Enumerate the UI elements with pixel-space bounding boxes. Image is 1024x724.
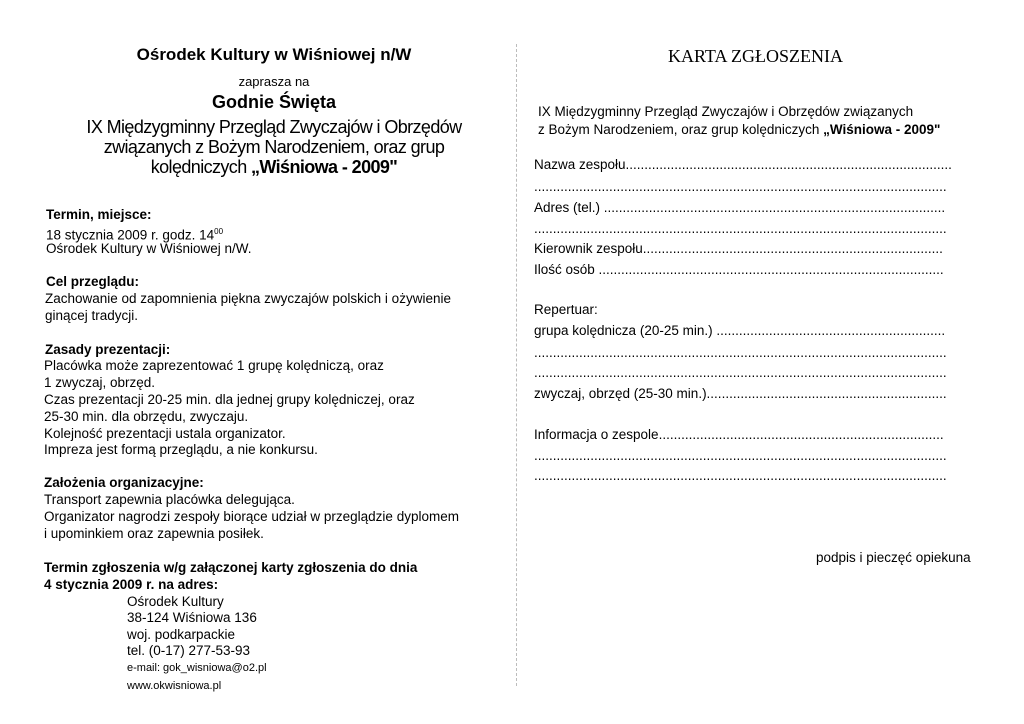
rules-line: Placówka może zaprezentować 1 grupę kolędniczą, oraz xyxy=(44,358,384,373)
email-line: e-mail: gok_wisniowa@o2.pl xyxy=(127,662,267,674)
goal-line: ginącej tradycji. xyxy=(45,308,139,323)
goal-heading: Cel przeglądu: xyxy=(46,274,140,289)
field-manager: Kierownik zespołu................................................................................ xyxy=(534,241,943,256)
rules-heading: Zasady prezentacji: xyxy=(45,342,171,357)
term-place: Ośrodek Kultury w Wiśniowej n/W. xyxy=(46,241,252,256)
address-line: woj. podkarpackie xyxy=(127,627,236,642)
field-team-name-cont: .............................................................................................................. xyxy=(534,179,947,194)
org-line: Organizator nagrodzi zespoły biorące udział w przeglądzie dyplomem xyxy=(44,509,459,524)
event-subtitle xyxy=(30,117,518,177)
repertoire-label: Repertuar: xyxy=(534,302,598,317)
goal-line: Zachowanie od zapomnienia piękna zwyczajów polskich i ożywienie xyxy=(45,291,451,306)
field-carol-group-cont: .............................................................................................................. xyxy=(534,345,947,360)
field-carol-group: grupa kolędnicza (20-25 min.) ............................................................. xyxy=(534,323,946,338)
invite-text: zaprasza na xyxy=(238,74,310,89)
field-address: Adres (tel.) ........................................................................................... xyxy=(534,200,946,215)
subtitle-line: związanych z Bożym Narodzeniem, oraz grup xyxy=(103,137,445,157)
address-line: 38-124 Wiśniowa 136 xyxy=(127,610,257,625)
field-headcount: Ilość osób ............................................................................................ xyxy=(534,262,944,277)
field-team-info-cont: .............................................................................................................. xyxy=(534,448,947,463)
field-team-name: Nazwa zespołu....................................................................................... xyxy=(534,157,952,172)
signature-label: podpis i pieczęć opiekuna xyxy=(816,550,971,565)
card-subtitle-line: z Bożym Narodzeniem, oraz grup kolędniczych „Wiśniowa - 2009" xyxy=(538,122,941,137)
term-heading: Termin, miejsce: xyxy=(46,207,152,222)
org-heading: Założenia organizacyjne: xyxy=(44,475,204,490)
website-line: www.okwisniowa.pl xyxy=(127,680,222,692)
rules-line: Kolejność prezentacji ustala organizator. xyxy=(44,426,286,441)
card-title: KARTA ZGŁOSZENIA xyxy=(668,46,843,66)
rules-line: 25-30 min. dla obrzędu, zwyczaju. xyxy=(44,409,249,424)
field-address-cont: .............................................................................................................. xyxy=(534,221,947,236)
rules-line: 1 zwyczaj, obrzęd. xyxy=(44,375,156,390)
field-carol-group-cont: .............................................................................................................. xyxy=(534,365,947,380)
address-line: tel. (0-17) 277-53-93 xyxy=(127,643,251,658)
subtitle-line: kolędniczych „Wiśniowa - 2009" xyxy=(150,157,398,177)
field-team-info-cont: .............................................................................................................. xyxy=(534,468,947,483)
field-custom-ritual: zwyczaj, obrzęd (25-30 min.)................................................................ xyxy=(534,386,947,401)
rules-line: Czas prezentacji 20-25 min. dla jednej grupy kolędniczej, oraz xyxy=(44,392,415,407)
term-line: 18 stycznia 2009 r. godz. $14^{00}$ xyxy=(46,227,224,243)
field-team-info: Informacja o zespole............................................................................ xyxy=(534,427,944,442)
org-line: i upominkiem oraz zapewnia posiłek. xyxy=(44,526,264,541)
card-subtitle-line: IX Międzygminny Przegląd Zwyczajów i Obrzędów związanych xyxy=(538,104,914,119)
rules-line: Impreza jest formą przeglądu, a nie konkursu. xyxy=(44,442,318,457)
org-title: Ośrodek Kultury w Wiśniowej n/W xyxy=(136,45,412,64)
deadline-line: Termin zgłoszenia w/g załączonej karty zgłoszenia do dnia xyxy=(44,560,418,575)
deadline-line: 4 stycznia 2009 r. na adres: xyxy=(44,577,219,592)
event-title: Godnie Święta xyxy=(211,92,337,112)
org-line: Transport zapewnia placówka delegująca. xyxy=(44,492,295,507)
address-line: Ośrodek Kultury xyxy=(127,594,224,609)
subtitle-line: IX Międzygminny Przegląd Zwyczajów i Obrzędów xyxy=(86,117,462,137)
